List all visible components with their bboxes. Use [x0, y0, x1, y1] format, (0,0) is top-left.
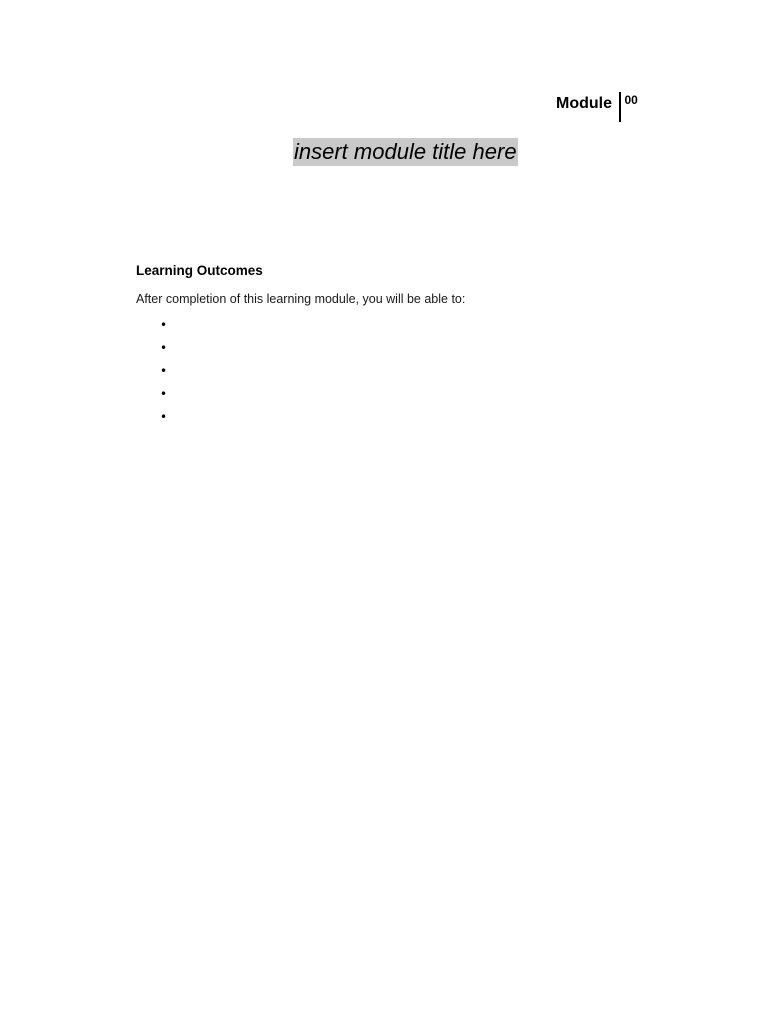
module-divider [619, 92, 621, 122]
bullet-icon: • [160, 317, 168, 332]
bullet-icon: • [160, 363, 168, 378]
bullet-icon: • [160, 387, 168, 402]
learning-outcomes-list [160, 313, 180, 429]
module-label: Module [556, 95, 612, 112]
learning-outcomes-intro: After completion of this learning module, you will be able to: [136, 292, 466, 306]
module-header [556, 92, 638, 122]
outcome-item-5[interactable] [160, 406, 180, 429]
bullet-icon: • [160, 410, 168, 425]
outcome-item-4[interactable] [160, 383, 180, 406]
learning-outcomes-heading: Learning Outcomes [136, 263, 263, 278]
module-number: 00 [624, 93, 638, 107]
outcome-item-3[interactable] [160, 359, 180, 382]
outcome-item-1[interactable] [160, 313, 180, 336]
outcome-item-2[interactable] [160, 336, 180, 359]
bullet-icon: • [160, 340, 168, 355]
module-title-placeholder[interactable]: insert module title here [294, 139, 517, 164]
